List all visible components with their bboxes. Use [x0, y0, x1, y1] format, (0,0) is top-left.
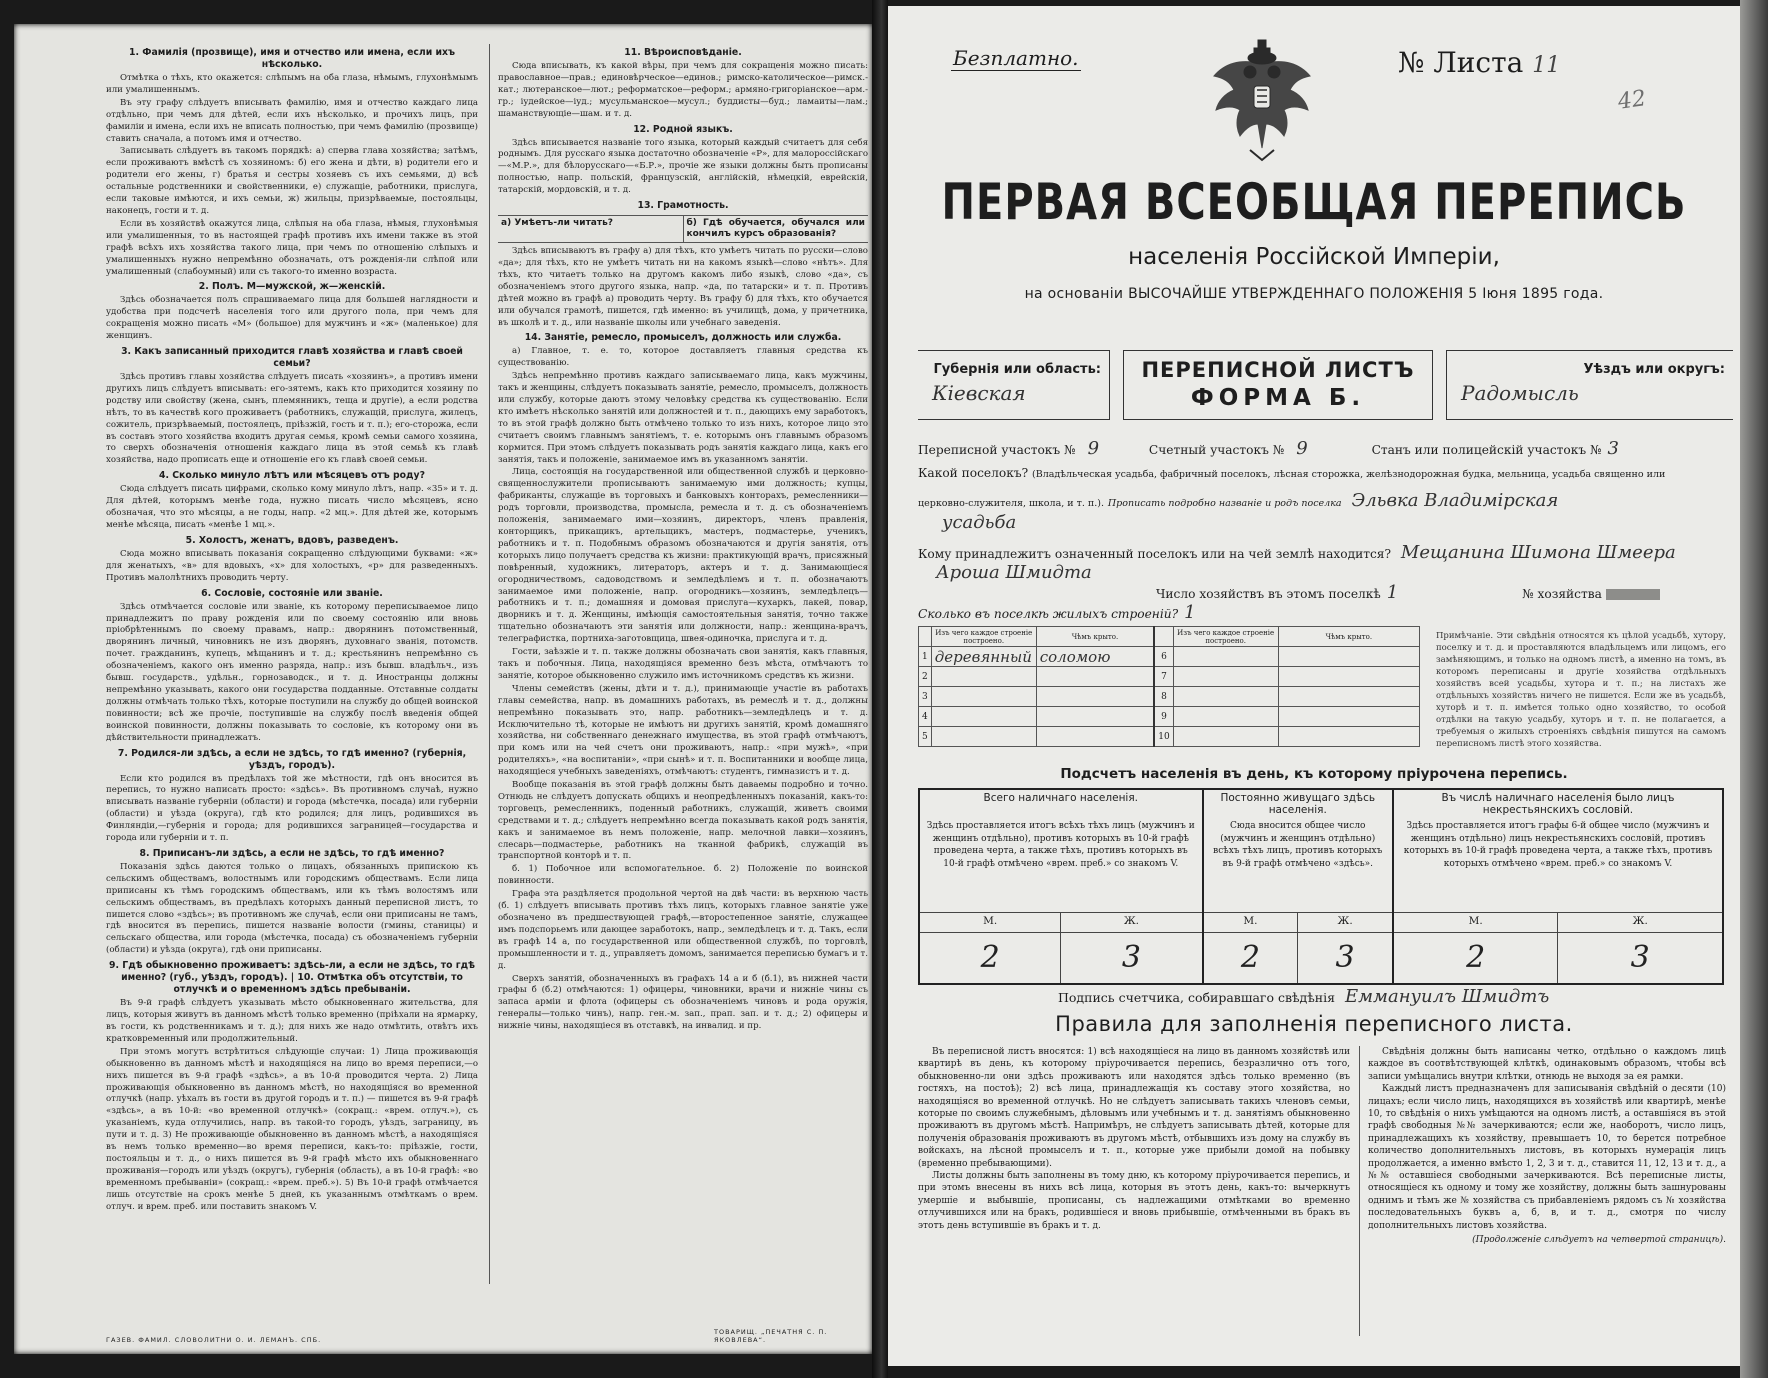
- rules-continuation-note: (Продолженіе слѣдуетъ на четвертой страницѣ).: [1472, 1235, 1726, 1246]
- dwell-header-material-1: Изъ чего каждое строеніе построено.: [931, 627, 1036, 647]
- instruction-heading: 14. Занятіе, ремесло, промыселъ, должность или служба.: [524, 332, 842, 344]
- permanent-male-count: 2: [1203, 932, 1298, 984]
- dwelling-row: [919, 647, 1420, 667]
- province-box: [918, 350, 1110, 420]
- settlement-line-3: [918, 512, 1718, 533]
- instruction-paragraph: Здѣсь обозначается полъ спрашиваемаго лица для большей наглядности и удобства при подсчетѣ населенія того или другого пола, при чемъ для сокращенія можно писать «М» (большое) для мужчинъ и «ж» (маленькое) для женщинъ.: [106, 295, 478, 342]
- rules-column-2: [1368, 1046, 1726, 1346]
- census-district-label: Переписной участокъ №: [918, 443, 1076, 457]
- instruction-paragraph: Въ эту графу слѣдуетъ вписывать фамилію, имя и отчество каждаго лица отдѣльно, при чемъ для дѣтей, если ихъ нѣсколько, и прочихъ лицъ, при фамиліи и имена, если ихъ не вписать полностью, при чемъ фамилію (прозвище) ставить сначала, а потомъ имя и отчество.: [106, 97, 478, 144]
- book-gutter: [872, 0, 888, 1378]
- instruction-heading: 3. Какъ записанный приходится главѣ хозяйства и главѣ своей семьи?: [121, 346, 463, 370]
- instruction-heading: 6. Сословіе, состояніе или званіе.: [201, 587, 383, 599]
- instruction-paragraph: Здѣсь вписываютъ въ графу а) для тѣхъ, кто умѣетъ читать по русски—слово «да»; для тѣхъ, кто не умѣетъ читать ни на какомъ языкѣ—слово «нѣтъ». Для тѣхъ, кто читаетъ только на другомъ какомъ либо языкѣ, слово «да», съ обозначеніемъ этого другого языка, напр. «да, по татарски» и т. п. Противъ дѣтей можно въ графѣ а) проводить черту. Въ графу б) для тѣхъ, кто обучается или обучался грамотѣ, пишется, гдѣ именно: въ училищѣ, дома, у причетника, въ школѣ и т. д., или названіе школы или учебнаго заведенія.: [498, 246, 868, 328]
- rules-column-1: [918, 1046, 1350, 1346]
- dwellings-note: Примѣчаніе. Эти свѣдѣнія относятся къ цѣлой усадьбѣ, хутору, поселку и т. д. и проставляются владѣльцемъ или лицомъ, его замѣняющимъ, и только на одномъ листѣ, а именно на томъ, въ которомъ переписаны и другіе хозяйства отдѣльныхъ хозяйствъ всей усадьбы, хутора и т. п.; на листахъ же отдѣльныхъ хозяйствъ ничего не пишется. Если же въ усадьбѣ, хуторѣ и т. п. имѣется только одно хозяйство, то особой отдѣлки на такую усадьбу, хуторъ и т. п. не полагается, а требуемыя о жилыхъ строеніяхъ свѣдѣнія пишутся на самомъ переписномъ листѣ этого хозяйства.: [1436, 631, 1726, 749]
- instruction-paragraph: Въ 9-й графѣ слѣдуетъ указывать мѣсто обыкновеннаго жительства, для лицъ, которыя живутъ въ данномъ мѣстѣ только временно (пріѣхали на ярмарку, въ гости, къ родственникамъ и т. д.); для нихъ же надо отмѣтить, отвѣтъ ихъ кратковременный или продолжительный.: [106, 998, 478, 1044]
- instruction-paragraph: б. 1) Побочное или вспомогательное. б. 2) Положеніе по воинской повинности.: [498, 864, 868, 887]
- settlement-value: Эльвка Владимірская: [1351, 490, 1559, 511]
- sex-male-label: М.: [1203, 912, 1298, 932]
- dwelling-roof: [1278, 667, 1419, 687]
- dwelling-material: [1173, 667, 1278, 687]
- census-title: ПЕРВАЯ ВСЕОБЩАЯ ПЕРЕПИСЬ: [941, 174, 1687, 232]
- dwelling-roof: соломою: [1036, 647, 1154, 667]
- district-value: Радомысль: [1461, 381, 1579, 405]
- instructions-column-1: [106, 44, 478, 1284]
- literacy-subheadings: [498, 215, 868, 243]
- owner-label: Кому принадлежитъ означенный поселокъ или на чей землѣ находится?: [918, 547, 1392, 561]
- dwelling-number: 5: [919, 727, 932, 747]
- form-title-box: [1123, 350, 1433, 420]
- permanent-female-count: 3: [1298, 932, 1393, 984]
- counting-district-value: 9: [1296, 438, 1308, 459]
- instruction-paragraph: Сюда можно вписывать показанія сокращенно слѣдующими буквами: «ж» для женатыхъ, «в» для вдовыхъ, «х» для холостыхъ, «р» для разведенныхъ. Противъ малолѣтнихъ проводить черту.: [106, 548, 478, 583]
- household-number-label: № хозяйства: [1522, 587, 1602, 601]
- owner-line-2: [918, 562, 1718, 583]
- sex-male-label: М.: [1393, 912, 1558, 932]
- census-subtitle: населенія Россійской Имперіи,: [1128, 244, 1500, 270]
- instruction-heading: 11. Вѣроисповѣданіе.: [624, 47, 742, 58]
- instruction-paragraph: Здѣсь непремѣнно противъ каждаго записываемаго лица, какъ мужчины, такъ и женщины, слѣдуетъ показывать занятіе, ремесло, промыселъ, должность или службу, которые даютъ этому человѣку средства къ существованію. Если кто имѣетъ нѣсколько занятій или должностей и т. п., дающихъ ему заработокъ, то въ этой графѣ должно быть отмѣчено только то изъ нихъ, которое лицо это считаетъ своимъ главнымъ занятіемъ, т. е. которымъ онъ главнымъ образомъ кормится. При этомъ слѣдуетъ показывать родъ занятія каждаго лица, какъ его занятія, такъ и положеніе, занимаемое имъ въ указанномъ занятіи.: [498, 371, 868, 465]
- sheet-number-handwritten: 11: [1532, 53, 1561, 78]
- printer-footer-right: ТОВАРИЩ. „ПЕЧАТНЯ С. П. ЯКОВЛЕВА“.: [714, 1328, 828, 1344]
- rules-paragraph: Въ переписной листъ вносятся: 1) всѣ находящіеся на лицо въ данномъ хозяйствѣ или квартирѣ въ день, къ которому пріурочивается перепись, безразлично отъ того, обыкновенно-ли они здѣсь проживаютъ или находятся здѣсь только временно (въ гостяхъ, на постоѣ); 2) всѣ лица, принадлежащія къ составу этого хозяйства, но находящіяся во временной отлучкѣ. Но не слѣдуетъ записывать такихъ членовъ семьи, которые по своимъ служебнымъ, дѣловымъ или учебнымъ и т. д. занятіямъ обыкновенно проживаютъ въ другомъ мѣстѣ. Напримѣръ, не слѣдуетъ записывать дѣтей, которые для полученія образованія проживаютъ въ другомъ мѣстѣ, отбывшихъ изъ дому на службу въ войскахъ, на лѣсной промыселъ и т. п., которые уже прибыли домой на побывку (временно пребывающими).: [918, 1047, 1350, 1169]
- instruction-paragraph: Сюда слѣдуетъ писать цифрами, сколько кому минуло лѣтъ, напр. «35» и т. д. Для дѣтей, которымъ менѣе года, нужно писать число мѣсяцевъ, ясно обозначая, что это мѣсяцы, а не годы, напр. «2 мц.». Для дѣтей же, которымъ менѣе мѣсяца, писать «менѣе 1 мц.».: [106, 484, 478, 530]
- instruction-paragraph: Гости, заѣзжіе и т. п. также должны обозначать свои занятія, какъ главныя, такъ и побочныя. Лица, находящіяся временно безъ мѣста, отмѣчаютъ то занятіе, которое обыкновенно служило имъ источникомъ средствъ къ жизни.: [498, 647, 868, 681]
- instruction-paragraph: Здѣсь противъ главы хозяйства слѣдуетъ писать «хозяинъ», а противъ имени другихъ лицъ слѣдуетъ вписывать: его-зятемъ, какъ кто приходится хозяину по родству или свойству (жена, сынъ, племянникъ, теща и другіе), а если родства нѣтъ, то въ качествѣ кого проживаетъ (работникъ, служащій, прислуга, жилецъ, сожитель, призрѣваемый, постоялецъ, пріѣзжій, гость и т. п.); его-сторожа, если въ составъ этого хозяйства входитъ другая семья, кромѣ семьи самого хозяина, то сверхъ обозначенія отношенія каждаго лица въ этой семьѣ къ главѣ хозяйства, надо прописать еще и отношеніе его къ главѣ своей семьи.: [106, 372, 478, 466]
- instruction-paragraph: При этомъ могутъ встрѣтиться слѣдующіе случаи: 1) Лица проживающія обыкновенно въ данномъ мѣстѣ и находящіяся на лицо во время переписи,—о нихъ пишется въ 9-й графѣ «здѣсь», а въ 10-й проводится черта. 2) Лица проживающія обыкновенно въ данномъ мѣстѣ, но находящіяся во временной отлучкѣ (напр. уѣхалъ въ гости въ другой городъ и т. п.) — пишется въ 9-й графѣ «здѣсь», а въ 10-й: «во временной отлучкѣ» (сокращ.: «врем. отлуч.»), съ указаніемъ, куда отлучились, напр. въ такой-то городъ, уѣздъ, заграницу, въ пути и т. д. 3) Не проживающіе обыкновенно въ данномъ мѣстѣ, а находящіяся въ немъ только временно—во время переписи, какъ-то: пріѣзжіе, гости, постояльцы и т. д., о нихъ пишется въ 9-й графѣ мѣсто ихъ обыкновеннаго проживанія—городъ или уѣздъ (округъ), губернія (область), а въ 10-й графѣ: «во временномъ пребываніи» (сокращ.: «врем. преб.»). 5) Въ 10-й графѣ отмѣчается лишь отсутствіе на срокъ менѣе 5 дней, къ указаннымъ отмѣткамъ о врем. отлуч. и врем. преб. или поставить знакомъ V.: [106, 1046, 478, 1212]
- settlement-label: Какой поселокъ?: [918, 466, 1029, 480]
- police-district-value: 3: [1607, 438, 1619, 459]
- dwelling-number: 2: [919, 667, 932, 687]
- rules-paragraph: Свѣдѣнія должны быть написаны четко, отдѣльно о каждомъ лицѣ каждое въ соотвѣтствующей клѣткѣ, одинаковымъ образомъ, чтобы всѣ записи умѣщались внутри клѣтки, отнюдь не выходя за ея рамки.: [1368, 1047, 1726, 1082]
- count-header-permanent: Постоянно живущаго здѣсь населенія.: [1203, 789, 1393, 818]
- literacy-subheading: а) Умѣетъ-ли читать?: [501, 218, 613, 229]
- instruction-paragraph: а) Главное, т. е. то, которое доставляетъ главныя средства къ существованію.: [498, 346, 868, 369]
- dwelling-material: [1173, 687, 1278, 707]
- instruction-paragraph: Здѣсь вписывается названіе того языка, который каждый считаетъ для себя роднымъ. Для русскаго языка достаточно обозначеніе «Р», для малороссійскаго—«М.Р.», для бѣлорусскаго—«Б.Р.», прочіе же языки должны быть прописаны полностью, напр. польскій, французскій, англійскій, нѣмецкій, еврейскій, татарскій, мордовскій, и т. д.: [498, 137, 868, 196]
- owner-value: Мещанина Шимона Шмеера: [1400, 542, 1676, 563]
- dwelling-number: 9: [1154, 707, 1173, 727]
- dwelling-roof: [1278, 687, 1419, 707]
- instruction-heading: 13. Грамотность.: [637, 200, 729, 212]
- instruction-heading: 9. Гдѣ обыкновенно проживаетъ: здѣсь-ли, а если не здѣсь, то гдѣ именно? (губ., уѣздъ, городъ). | 10. Отмѣтка объ отсутствіи, то отлучкѣ и о временномъ здѣсь пребываніи.: [109, 960, 475, 996]
- dwelling-row: [919, 687, 1420, 707]
- dwelling-number: 4: [919, 707, 932, 727]
- settlement-hint: (Владѣльческая усадьба, фабричный поселокъ, лѣсная сторожка, желѣзнодорожная будка, мельница, усадьба священно или: [1032, 469, 1666, 480]
- dwelling-material: [1173, 647, 1278, 667]
- province-value: Кіевская: [932, 381, 1026, 405]
- dwelling-roof: [1036, 707, 1154, 727]
- district-label: Уѣздъ или округъ:: [1583, 362, 1725, 377]
- dwell-header-roof-2: Чѣмъ крыто.: [1278, 627, 1419, 647]
- instruction-paragraph: Члены семействъ (жены, дѣти и т. д.), принимающіе участіе въ работахъ главы семейства, напр. въ домашнихъ работахъ, въ ремеслѣ и т. д., должны непремѣнно показывать это, напр. работникъ—земледѣлецъ и т. д. Исключительно тѣ, которые не имѣютъ ни другихъ занятій, кромѣ домашняго хозяйства, ни собственнаго денежнаго имущества, въ этой графѣ отмѣчаютъ, при комъ или на чей счетъ они проживаютъ, напр.: «при мужѣ», «при родителяхъ», «на воспитаніи», «при сынѣ» и т. п. Воспитанники и вообще лица, находящіеся учебныхъ заведеніяхъ, отмѣчаютъ: студентъ, гимназистъ и т. д.: [498, 683, 868, 778]
- households-count-value: 1: [1386, 582, 1399, 603]
- form-header-row: [918, 350, 1733, 420]
- dwellings-count-label: Сколько въ поселкѣ жилыхъ строеній?: [918, 607, 1179, 621]
- sex-female-label: Ж.: [1558, 912, 1723, 932]
- census-district-value: 9: [1087, 438, 1100, 459]
- district-numbers-line: [918, 438, 1718, 459]
- dwelling-material: [1173, 707, 1278, 727]
- census-legal-basis: на основаніи ВЫСОЧАЙШЕ УТВЕРЖДЕННАГО ПОЛОЖЕНІЯ 5 Іюня 1895 года.: [1024, 286, 1604, 302]
- dwelling-material: деревянный: [931, 647, 1036, 667]
- instruction-heading: 1. Фамилія (прозвище), имя и отчество или имена, если ихъ нѣсколько.: [129, 47, 455, 70]
- dwelling-row: [919, 707, 1420, 727]
- dwelling-roof: [1278, 707, 1419, 727]
- dwellings-count-value: 1: [1184, 602, 1196, 623]
- dwelling-roof: [1036, 727, 1154, 747]
- settlement-value-2: усадьба: [942, 512, 1017, 533]
- instructions-column-2: [498, 44, 868, 1284]
- instruction-heading: 12. Родной языкъ.: [633, 123, 733, 135]
- census-form-page: [888, 6, 1740, 1366]
- province-label: Губернія или область:: [933, 362, 1101, 377]
- dwell-header-material-2: Изъ чего каждое строеніе построено.: [1173, 627, 1278, 647]
- instructions-page: [14, 24, 872, 1354]
- households-line: [918, 582, 1718, 603]
- instruction-heading: 4. Сколько минуло лѣтъ или мѣсяцевъ отъ роду?: [159, 470, 425, 482]
- instruction-paragraph: Сюда вписывать, къ какой вѣры, при чемъ для сокращенія можно писать: православное—прав.; единовѣрческое—единов.; римско-католическое—римск.-кат.; лютеранское—лют.; реформатское—реформ.; армяно-григоріанское—арм.-гр.; іудейское—іуд.; мусульманское—мусул.; буддисты—буд.; ламаиты—лам.; шаманствующіе—шам. и т. д.: [498, 61, 868, 119]
- imperial-eagle-icon: [1210, 38, 1314, 162]
- dwell-header-roof-1: Чѣмъ крыто.: [1036, 627, 1154, 647]
- non-peasant-female-count: 3: [1558, 932, 1723, 984]
- instruction-paragraph: Здѣсь отмѣчается сословіе или званіе, къ которому переписываемое лицо принадлежитъ по праву рожденія или по своему состоянію или вновь пріобрѣтеннымъ по своему правамъ, напр.: дворянинъ потомственный, дворянинъ личный, чиновникъ не изъ дворянъ, духовнаго званія, потомств. почет. гражданинъ, купецъ, мѣщанинъ и т. д.; крестьянинъ непремѣнно съ обозначеніемъ, какого онъ именно разряда, напр.: изъ бывш. владѣльч., изъ бывш. государств., удѣльн., горнозаводск., и т. д. Иностранцы должны непремѣнно указывать, какого они государства подданные. Отставные солдаты должны отмѣчать только тѣхъ, которые поступили на службу до общей воинской повинности; всѣ же прочіе, поступившіе на службу послѣ введенія общей воинской повинности, должны показывать то сословіе, къ которому они въ дѣйствительности принадлежатъ.: [106, 601, 478, 743]
- counting-district-label: Счетный участокъ №: [1148, 443, 1285, 457]
- dwelling-roof: [1278, 727, 1419, 747]
- page-number-handwritten: 42: [1616, 86, 1648, 115]
- dwelling-number: 7: [1154, 667, 1173, 687]
- dwelling-row: [919, 727, 1420, 747]
- rules-title: Правила для заполненія переписного листа.: [1055, 1012, 1573, 1036]
- non-peasant-male-count: 2: [1393, 932, 1558, 984]
- dwelling-row: [919, 667, 1420, 687]
- dwellings-table: [918, 626, 1420, 747]
- dwellings-line: [918, 602, 1718, 623]
- instruction-paragraph: Лица, состоящія на государственной или общественной службѣ и церковно-священнослужители прописываютъ занимаемую ими должность; купцы, фабриканты, служащіе въ торговыхъ и банковыхъ конторахъ, ремесленники—родъ торговли, производства, промысла, ремесла и т. д. съ обозначеніемъ положенія, занимаемаго ими—хозяинъ, директоръ, членъ правленія, конторщикъ, прикащикъ, артельщикъ, мастеръ, подмастерье, ученикъ, работникъ и т. п. Подобнымъ образомъ обозначаются и другія занятія, отъ которыхъ лицо получаетъ средства къ жизни: практикующій врачъ, присяжный повѣренный, художникъ, литераторъ, актеръ и т. д. Занимающіеся огородничествомъ, садоводствомъ и земледѣліемъ и т. п. обозначаютъ занимаемое ими положеніе, напр. огородникъ—хозяинъ, земледѣлецъ—работникъ и т. п.; домашняя и домовая прислуга—кухаркъ, лакей, повар, дворникъ и т. д. Женщины, имѣющія самостоятельныя занятія, точно также тщательно обозначаютъ эти занятія или должности, напр.: женщина-врачъ, телеграфистка, портниха-заготовщица, швея-одиночка, прислуга и т. д.: [498, 467, 868, 645]
- sex-female-label: Ж.: [1061, 912, 1203, 932]
- instruction-paragraph: Отмѣтка о тѣхъ, кто окажется: слѣпымъ на оба глаза, нѣмымъ, глухонѣмымъ или умалишеннымъ.: [106, 73, 478, 95]
- dwelling-material: [931, 667, 1036, 687]
- dwelling-roof: [1036, 667, 1154, 687]
- column-divider: [489, 44, 490, 1284]
- printer-footer-left: ГАЗЕВ. ФАМИЛ. СЛОВОЛИТНИ О. И. ЛЕМАНЪ. СПБ.: [106, 1336, 322, 1344]
- household-number-redacted: [1606, 589, 1660, 600]
- population-count-title: Подсчетъ населенія въ день, къ которому пріурочена перепись.: [1060, 766, 1568, 782]
- dwelling-number: 6: [1154, 647, 1173, 667]
- sex-male-label: М.: [919, 912, 1061, 932]
- instruction-heading: 7. Родился-ли здѣсь, а если не здѣсь, то гдѣ именно? (губернія, уѣздъ, городъ).: [117, 747, 467, 771]
- rules-paragraph: Каждый листъ предназначенъ для записыванія свѣдѣній о десяти (10) лицахъ; если число лицъ, находящихся въ хозяйствѣ или квартирѣ, менѣе 10, то свѣдѣнія о нихъ умѣщаются на одномъ листѣ, а оставшіяся въ этой графѣ свободныя №№ зачеркиваются; если же, наоборотъ, число лицъ, принадлежащихъ къ хозяйству, превышаетъ 10, то берется потребное количество дополнительныхъ листовъ, въ которыхъ нумерація лицъ продолжается, а именно вмѣсто 1, 2, 3 и т. д., ставится 11, 12, 13 и т. д., а №№ оставшіеся свободными зачеркиваются. Всѣ переписные листы, относящіеся къ одному и тому же хозяйству, должны быть зашнурованы однимъ и тѣмъ же № хозяйства съ прибавленіемъ рядомъ съ № хозяйства последовательныхъ буквъ а, б, в, и т. д., смотря по числу дополнительныхъ листовъ хозяйства.: [1368, 1084, 1726, 1231]
- count-desc-non-peasant: Здѣсь проставляется итогъ графы 6-й общее число (мужчинъ и женщинъ отдѣльно) лицъ некрестьянскихъ сословій, противъ которыхъ въ 10-й графѣ проведена черта, а также тѣхъ, противъ которыхъ отмѣчено «врем. преб.» со знакомъ V.: [1393, 818, 1723, 912]
- population-count-table: [918, 788, 1724, 985]
- form-variant: ФОРМА Б.: [1190, 385, 1366, 411]
- instruction-paragraph: Показанія здѣсь даются только о лицахъ, обязанныхъ припискою къ сельскимъ обществамъ, волостнымъ или городскимъ обществамъ. Если лица приписаны къ тѣмъ городскимъ обществамъ, или къ тѣмъ волостямъ или сельскимъ обществамъ, въ предѣлахъ которыхъ данный переписной листъ, то пишется слово «здѣсь»; въ противномъ же случаѣ, если они приписаны не тамъ, гдѣ вносится въ перепись, пишется названіе волости (гмины, станицы) и сельскаго общества, или города (мѣстечка, посада) съ обозначеніемъ губерніи (области) и уѣзда (округа), гдѣ они приписаны.: [106, 861, 478, 956]
- dwelling-number: 3: [919, 687, 932, 707]
- dwelling-material: [931, 727, 1036, 747]
- dwelling-number: 10: [1154, 727, 1173, 747]
- district-box: [1446, 350, 1733, 420]
- dwelling-material: [931, 707, 1036, 727]
- owner-value-2: Ароша Шмидта: [936, 562, 1092, 583]
- dwelling-number: 8: [1154, 687, 1173, 707]
- rules-paragraph: Листы должны быть заполнены въ тому дню, къ которому пріурочивается перепись, и при этомъ внесены въ нихъ всѣ лица, которыя въ этотъ день, какъ-то: вычеркнутъ умершіе и выбывшіе, прописаны, съ надлежащими отмѣтками во временно отлучившихся или на бракъ, родившіеся и вновь прибывшіе, отмѣченными въ бракъ въ этотъ день вступившіе въ бракъ и т. д.: [918, 1171, 1350, 1231]
- count-header-non-peasant: Въ числѣ наличнаго населенія было лицъ некрестьянскихъ сословій.: [1393, 789, 1723, 818]
- sheet-number-label: № Листа 11: [1398, 46, 1561, 79]
- instruction-paragraph: Если въ хозяйствѣ окажутся лица, слѣпыя на оба глаза, нѣмыя, глухонѣмыя или умалишенныя, то въ настоящей графѣ противъ ихъ имени также въ этой графѣ всѣхъ ихъ хозяйства такого лица, при чемъ по отношенію слѣпыхъ и умалишенныхъ нужно непремѣнно обозначать, отъ рожденія-ли слѣпой или умалишенный (слабоумный) или съ такого-то именно возраста.: [106, 218, 478, 277]
- instruction-paragraph: Записывать слѣдуетъ въ такомъ порядкѣ: а) сперва глава хозяйства; затѣмъ, если проживаютъ вмѣстѣ съ хозяиномъ: б) его жена и дѣти, в) родители его и родители его жены, г) братья и сестры хозяевъ съ ихъ семьями, д) всѣ остальные родственники и свойственники, е) служащіе, работники, прислуга, если таковые имѣются, и ихъ семьи, ж) жильцы, призрѣваемые, постояльцы, наконецъ, гости и т. д.: [106, 146, 478, 216]
- enumerator-signature-line: [1058, 986, 1549, 1007]
- instruction-paragraph: Сверхъ занятій, обозначенныхъ въ графахъ 14 а и б (б.1), въ нижней части графы б (б.2) отмѣчаются: 1) офицеры, чиновники, врачи и нижніе чины съ запаса арміи и флота (офицеры съ обозначеніемъ чиновъ и рода оружія, генералы—только чинъ), напр. ген.-м. зап., прап. зап. и т. д.; 2) офицеры и нижніе чины, находящіеся въ отставкѣ, на инвалид. и пр.: [498, 973, 868, 1032]
- present-female-count: 3: [1061, 932, 1203, 984]
- dwelling-roof: [1278, 647, 1419, 667]
- present-male-count: 2: [919, 932, 1061, 984]
- free-stamp: Безплатно.: [953, 46, 1079, 70]
- rules-column-divider: [1359, 1046, 1360, 1336]
- dwelling-material: [1173, 727, 1278, 747]
- police-district-label: Станъ или полицейскій участокъ №: [1371, 443, 1602, 457]
- instruction-paragraph: Если кто родился въ предѣлахъ той же мѣстности, гдѣ онъ вносится въ перепись, то нужно написать просто: «здѣсь». Въ противномъ случаѣ, нужно вписывать названіе губерніи (области) и города (мѣстечка, посада) или губерніи (области) и уѣзда (округа), гдѣ кто родился; для лицъ, родившихся въ Финляндіи,—губернія и города; для родившихся заграницей—государства и города или губерніи и т. п.: [106, 773, 478, 844]
- literacy-subheading: б) Гдѣ обучается, обучался или кончилъ курсъ образованія?: [683, 216, 869, 242]
- count-header-present: Всего наличнаго населенія.: [919, 789, 1203, 818]
- dwelling-roof: [1036, 687, 1154, 707]
- enumerator-signature: Еммануилъ Шмидтъ: [1344, 986, 1550, 1007]
- form-title: ПЕРЕПИСНОЙ ЛИСТЪ: [1141, 358, 1415, 382]
- settlement-instruction: Прописать подробно названіе и родъ поселка: [1107, 498, 1342, 509]
- instruction-heading: 8. Приписанъ-ли здѣсь, а если не здѣсь, то гдѣ именно?: [139, 847, 445, 859]
- instruction-paragraph: Графа эта раздѣляется продольной чертой на двѣ части: въ верхнюю часть (б. 1) слѣдуетъ вписывать противъ тѣхъ лицъ, которыхъ главное занятіе уже обозначено въ предшествующей графѣ,—второстепенное занятіе, служащее имъ подспорьемъ или дающее заработокъ, напр., земледѣлецъ и т. д. Такъ, если въ графѣ 14 а, по государственной или общественной службѣ, по торговлѣ, промышленности и т. д., управляетъ домомъ, занимается переписью бумагъ и т. д.: [498, 889, 868, 971]
- stacked-pages-edge: [1740, 0, 1768, 1378]
- settlement-hint-2: церковно-служителя, школа, и т. п.).: [918, 498, 1104, 509]
- households-count-label: Число хозяйствъ въ этомъ поселкѣ: [1156, 587, 1381, 601]
- dwelling-material: [931, 687, 1036, 707]
- instruction-paragraph: Вообще показанія въ этой графѣ должны быть даваемы подробно и точно. Отнюдь не слѣдуетъ допускать общихъ и неопредѣленныхъ показаній, какъ-то: торговецъ, ремесленникъ, поденный работникъ, служащій, живетъ своими средствами и т. д.; слѣдуетъ непремѣнно всегда показывать какой родъ занятія, какъ и занимаемое въ немъ положеніе, напр. мелочной лавки—хозяинъ, слесарь—подмастерье, работникъ на тканной фабрикѣ, служащій въ транспортной конторѣ и т. п.: [498, 780, 868, 862]
- owner-line: [918, 542, 1718, 563]
- instruction-heading: 2. Полъ. М—мужской, ж—женскій.: [198, 281, 386, 293]
- settlement-line: [918, 466, 1718, 480]
- count-desc-present: Здѣсь проставляется итогъ всѣхъ тѣхъ лицъ (мужчинъ и женщинъ отдѣльно), противъ которыхъ въ 10-й графѣ проведена черта, а также тѣхъ, противъ которыхъ въ 10-й графѣ отмѣчено «врем. преб.» со знакомъ V.: [919, 818, 1203, 912]
- signature-label: Подпись счетчика, собиравшаго свѣдѣнія: [1058, 990, 1335, 1005]
- instruction-heading: 5. Холостъ, женатъ, вдовъ, разведенъ.: [185, 534, 399, 546]
- sex-female-label: Ж.: [1298, 912, 1393, 932]
- count-desc-permanent: Сюда вносится общее число (мужчинъ и женщинъ отдѣльно) всѣхъ тѣхъ лицъ, противъ которыхъ въ 9-й графѣ отмѣчено «здѣсь».: [1203, 818, 1393, 912]
- settlement-line-2: [918, 490, 1718, 511]
- dwelling-number: 1: [919, 647, 932, 667]
